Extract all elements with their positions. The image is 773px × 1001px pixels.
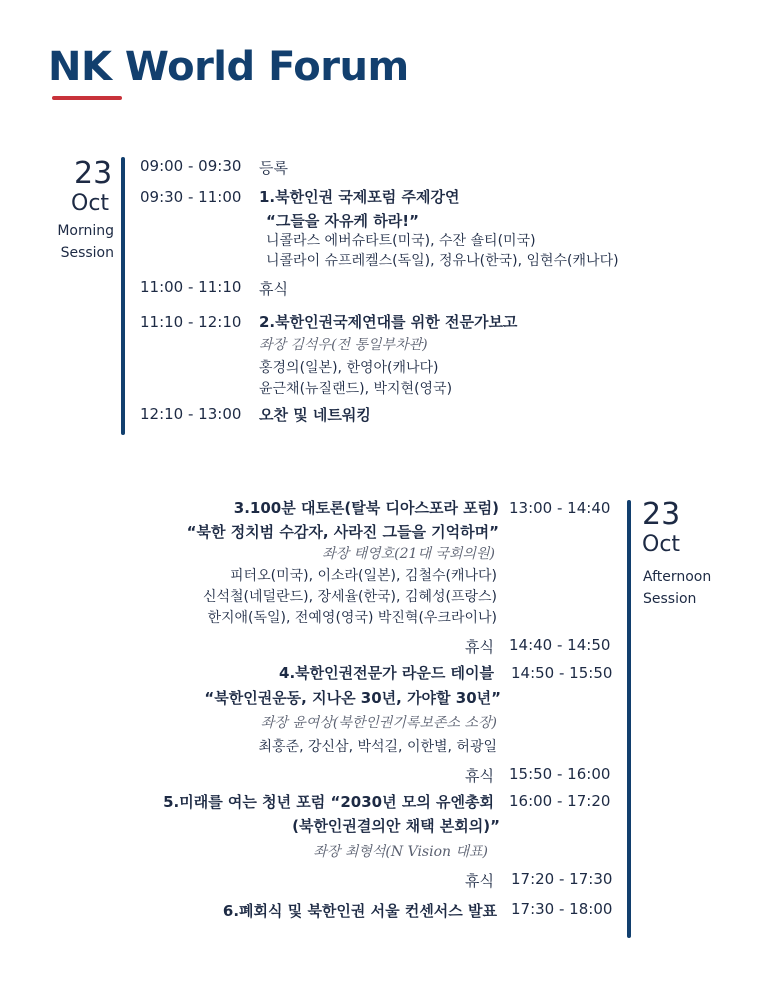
afternoon-title-3: 4.북한인권전문가 라운드 테이블: [279, 664, 494, 682]
afternoon-time-5: 16:00 - 17:20: [509, 792, 611, 810]
afternoon-label-2: 휴식: [465, 638, 494, 656]
morning-speakers-4b: 윤근채(뉴질랜드), 박지현(영국): [259, 381, 453, 397]
morning-date-month: Oct: [71, 191, 110, 216]
morning-label-1: 등록: [259, 159, 288, 177]
morning-chair-4: 좌장 김석우(전 통일부차관): [259, 337, 428, 353]
afternoon-time-3: 14:50 - 15:50: [511, 664, 613, 682]
morning-speakers-2b: 니콜라이 슈프레켈스(독일), 정유나(한국), 임현수(캐나다): [266, 253, 619, 269]
afternoon-time-6: 17:20 - 17:30: [511, 870, 613, 888]
afternoon-title-1: 3.100분 대토론(탈북 디아스포라 포럼): [233, 499, 499, 517]
afternoon-time-1: 13:00 - 14:40: [509, 499, 611, 517]
afternoon-title-5: 5.미래를 여는 청년 포럼 “2030년 모의 유엔총회: [163, 793, 494, 811]
morning-time-2: 09:30 - 11:00: [140, 188, 242, 206]
afternoon-title-7: 6.폐회식 및 북한인권 서울 컨센서스 발표: [222, 902, 497, 920]
morning-divider: [121, 157, 125, 435]
afternoon-date-month: Oct: [642, 532, 681, 557]
afternoon-chair-5: 좌장 최형석(N Vision 대표): [313, 844, 488, 860]
afternoon-subtitle-3: “북한인권운동, 지나온 30년, 가야할 30년”: [204, 689, 501, 707]
afternoon-speakers-3: 최홍준, 강신삼, 박석길, 이한별, 허광일: [258, 739, 497, 755]
afternoon-time-4: 15:50 - 16:00: [509, 765, 611, 783]
afternoon-subtitle-5: (북한인권결의안 채택 본회의)”: [292, 817, 500, 835]
afternoon-label-6: 휴식: [465, 872, 494, 890]
afternoon-time-2: 14:40 - 14:50: [509, 636, 611, 654]
afternoon-speakers-1c: 한지애(독일), 전예영(영국) 박진혁(우크라이나): [207, 610, 497, 626]
title-underline: [52, 96, 122, 100]
morning-time-3: 11:00 - 11:10: [140, 278, 242, 296]
afternoon-speakers-1a: 피터오(미국), 이소라(일본), 김철수(캐나다): [230, 568, 497, 584]
afternoon-speakers-1b: 신석철(네덜란드), 장세율(한국), 김혜성(프랑스): [202, 589, 497, 605]
afternoon-date-day: 23: [642, 497, 681, 532]
morning-subtitle-2: “그들을 자유케 하라!”: [266, 212, 419, 230]
morning-time-5: 12:10 - 13:00: [140, 405, 242, 423]
morning-label-3: 휴식: [259, 280, 288, 298]
morning-title-4: 2.북한인권국제연대를 위한 전문가보고: [259, 313, 518, 331]
morning-date-day: 23: [74, 156, 113, 191]
afternoon-chair-3: 좌장 윤여상(북한인권기록보존소 소장): [260, 715, 497, 731]
morning-speakers-2a: 니콜라스 에버슈타트(미국), 수잔 숄티(미국): [266, 233, 536, 249]
morning-label-5: 오찬 및 네트워킹: [259, 406, 371, 424]
morning-time-4: 11:10 - 12:10: [140, 313, 242, 331]
morning-time-1: 09:00 - 09:30: [140, 157, 242, 175]
morning-session-label: Morning Session: [57, 223, 114, 261]
afternoon-time-7: 17:30 - 18:00: [511, 900, 613, 918]
morning-title-2: 1.북한인권 국제포럼 주제강연: [259, 188, 460, 206]
afternoon-subtitle-1: “북한 정치범 수감자, 사라진 그들을 기억하며”: [186, 523, 499, 541]
afternoon-session-label: Afternoon Session: [643, 569, 712, 607]
afternoon-divider: [627, 500, 631, 938]
page-title: NK World Forum: [48, 44, 409, 90]
afternoon-label-4: 휴식: [465, 767, 494, 785]
afternoon-chair-1: 좌장 태영호(21대 국회의원): [322, 546, 495, 562]
morning-speakers-4a: 홍경의(일본), 한영아(캐나다): [259, 360, 439, 376]
